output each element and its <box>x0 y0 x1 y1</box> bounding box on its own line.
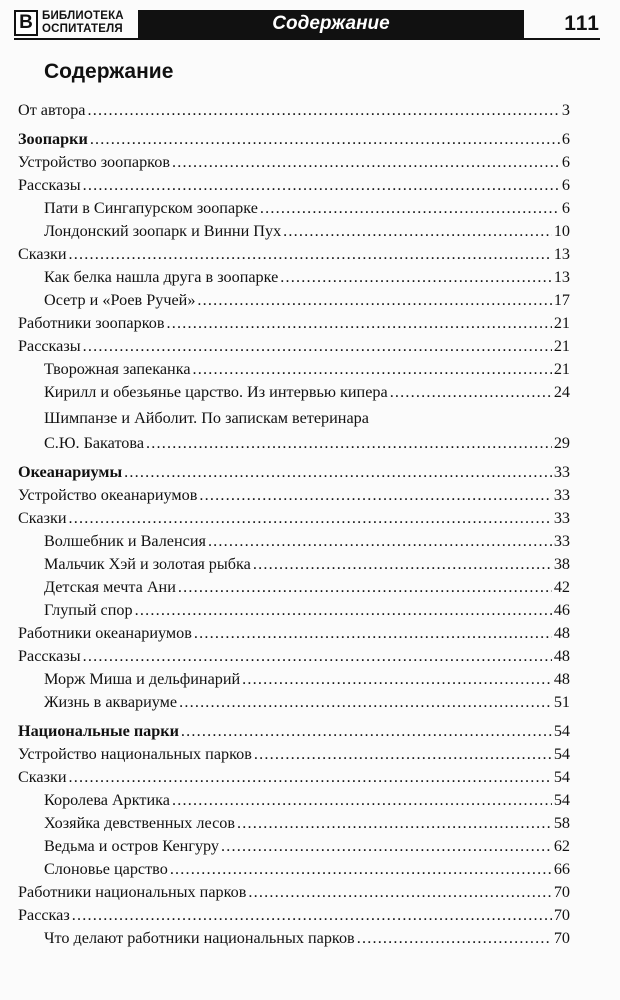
toc-entry-line1: Шимпанзе и Айболит. По запискам ветеринара <box>44 409 369 427</box>
toc-entry: От автора ..... 3 <box>18 99 570 122</box>
toc-entry: Детская мечта Ани ..... 42 <box>18 576 570 599</box>
toc-entry: С.Ю. Бакатова ..... 29 <box>18 432 570 455</box>
series-logo <box>14 10 38 36</box>
toc-entry: Кирилл и обезьянье царство. Из интервью кипера ..... 24 <box>18 381 570 404</box>
toc-entry: Работники национальных парков ..... 70 <box>18 881 570 904</box>
toc-entry: Рассказы ..... 21 <box>18 335 570 358</box>
toc-entry: Слоновье царство ..... 66 <box>18 858 570 881</box>
series-name <box>42 10 124 36</box>
toc-entry: Лондонский зоопарк и Винни Пух ..... 10 <box>18 220 570 243</box>
toc-entry: Сказки ..... 13 <box>18 243 570 266</box>
toc-entry: Сказки ..... 33 <box>18 507 570 530</box>
toc-entry: Мальчик Хэй и золотая рыбка ..... 38 <box>18 553 570 576</box>
toc-entry: Зоопарки ..... 6 <box>18 128 570 151</box>
toc-entry: Работники океанариумов ..... 48 <box>18 622 570 645</box>
page-number: 111 <box>564 12 600 35</box>
toc-entry: Жизнь в аквариуме ..... 51 <box>18 691 570 714</box>
toc-entry: Осетр и «Роев Ручей» ..... 17 <box>18 289 570 312</box>
toc-entry: Рассказы ..... 6 <box>18 174 570 197</box>
series-name-line2: ОСПИТАТЕЛЯ <box>42 23 123 35</box>
toc-entry: Работники зоопарков ..... 21 <box>18 312 570 335</box>
toc-entry: Пати в Сингапурском зоопарке ..... 6 <box>18 197 570 220</box>
section-title: Содержание <box>272 13 390 34</box>
toc-entry: Устройство национальных парков ..... 54 <box>18 743 570 766</box>
toc-entry: Королева Арктика ..... 54 <box>18 789 570 812</box>
toc-entry: Как белка нашла друга в зоопарке ..... 13 <box>18 266 570 289</box>
section-title-band <box>138 10 524 38</box>
running-header <box>14 8 600 40</box>
toc-entry: Рассказ ..... 70 <box>18 904 570 927</box>
toc-entry: Волшебник и Валенсия ..... 33 <box>18 530 570 553</box>
toc-entry: Сказки ..... 54 <box>18 766 570 789</box>
table-of-contents <box>18 99 570 950</box>
toc-entry: Глупый спор ..... 46 <box>18 599 570 622</box>
series-name-line1: БИБЛИОТЕКА <box>42 10 124 22</box>
toc-entry: Рассказы ..... 48 <box>18 645 570 668</box>
toc-entry: Морж Миша и дельфинарий ..... 48 <box>18 668 570 691</box>
toc-entry: Ведьма и остров Кенгуру ..... 62 <box>18 835 570 858</box>
logo-letter: В <box>19 12 33 33</box>
toc-entry: Что делают работники национальных парков ..... 70 <box>18 927 570 950</box>
toc-heading: Содержание <box>44 60 174 83</box>
toc-entry: Устройство океанариумов ..... 33 <box>18 484 570 507</box>
toc-entry: Устройство зоопарков ..... 6 <box>18 151 570 174</box>
toc-entry: Хозяйка девственных лесов ..... 58 <box>18 812 570 835</box>
toc-entry: Океанариумы ..... 33 <box>18 461 570 484</box>
toc-entry: Национальные парки ..... 54 <box>18 720 570 743</box>
toc-entry: Творожная запеканка ..... 21 <box>18 358 570 381</box>
